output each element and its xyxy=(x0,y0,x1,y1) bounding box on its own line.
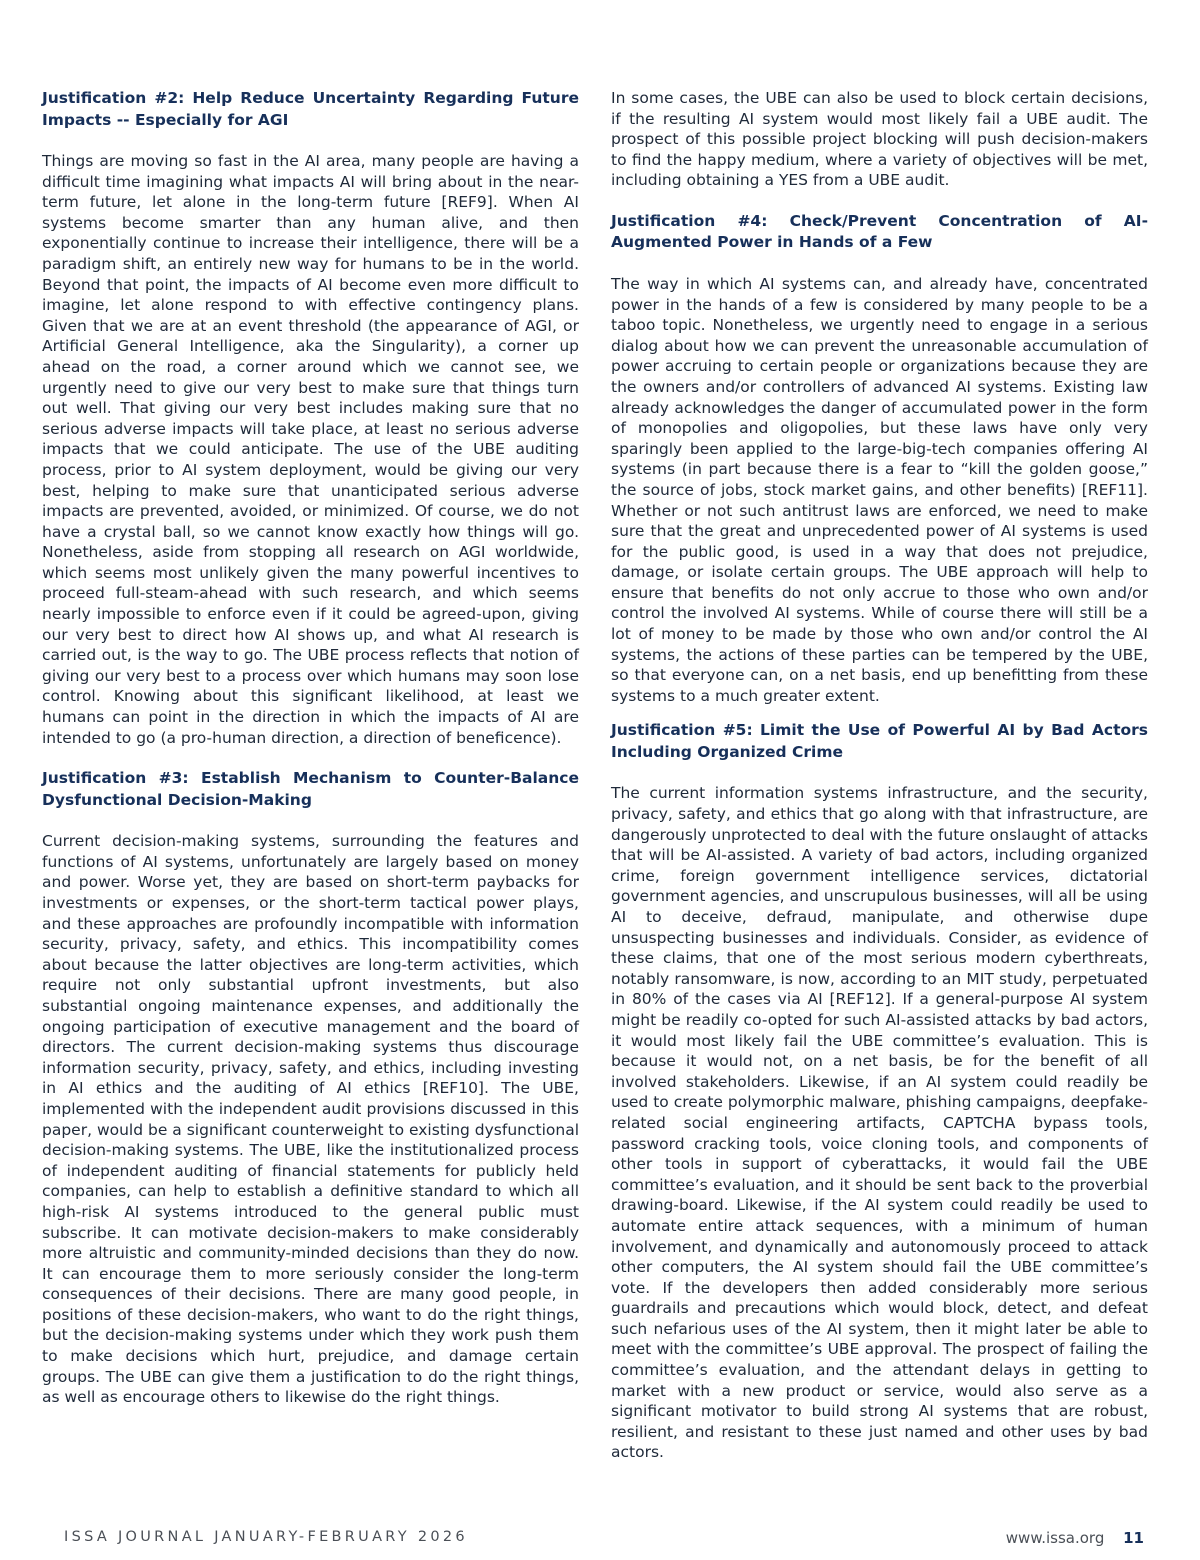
website-link[interactable]: www.issa.org xyxy=(1005,1529,1105,1547)
justification-3-heading: Justification #3: Establish Mechanism to Counter-Balance Dysfunctional Decision-Making xyxy=(42,769,579,809)
justification-2-paragraph: Things are moving so fast in the AI area, many people are having a difficult time imagining what impacts AI will bring about in the near-term future, let alone in the long-term future [REF9]. When AI systems become smarter than any human alive, and then exponentially continue to increase their intelligence, there will be a paradigm shift, an entirely new way for humans to be in the world. Beyond that point, the impacts of AI become even more difficult to imagine, let alone respond to with effective contingency plans. Given that we are at an event threshold (the appearance of AGI, or Artificial General Intelligence, aka the Singularity), a corner up ahead on the road, a corner around which we cannot see, we urgently need to give our very best to make sure that things turn out well. That giving our very best includes making sure that no serious adverse impacts will take place, at least no serious adverse impacts that we could anticipate. The use of the UBE auditing process, prior to AI system deployment, would be giving our very best, helping to make sure that unanticipated serious adverse impacts are prevented, avoided, or minimized. Of course, we do not have a crystal ball, so we cannot know exactly how things will go. Nonetheless, aside from stopping all research on AGI worldwide, which seems most unlikely given the many powerful incentives to proceed full-steam-ahead with such research, and which seems nearly impossible to enforce even if it could be agreed-upon, giving our very best to direct how AI shows up, and what AI research is carried out, is the way to go. The UBE process reflects that notion of giving our very best to a process over which humans may soon lose control. Knowing about this significant likelihood, at least we humans can point in the direction in which the impacts of AI are intended to go (a pro-human direction, a direction of beneficence). xyxy=(42,152,579,747)
justification-4-paragraph: The way in which AI systems can, and already have, concentrated power in the hands of a few is considered by many people to be a taboo topic. Nonetheless, we urgently need to engage in a serious dialog about how we can prevent the unreasonable accumulation of power accruing to certain people or organizations because they are the owners and/or controllers of advanced AI systems. Existing law already acknowledges the danger of accumulated power in the form of monopolies and oligopolies, but these laws have only very sparingly been applied to the large-big-tech companies offering AI systems (in part because there is a fear to “kill the golden goose,” the source of jobs, stock market gains, and other benefits) [REF11]. Whether or not such antitrust laws are enforced, we need to make sure that the great and unprecedented power of AI systems is used for the public good, is used in a way that does not prejudice, damage, or isolate certain groups. The UBE approach will help to ensure that benefits do not only accrue to those who own and/or control the involved AI systems. While of course there will still be a lot of money to be made by those who own and/or control the AI systems, the actions of these parties can be tempered by the UBE, so that everyone can, on a net basis, end up benefitting from these systems to a much greater extent. xyxy=(611,274,1148,705)
right-column xyxy=(611,88,1148,1483)
justification-4-section xyxy=(611,211,1148,706)
page-number: 11 xyxy=(1123,1529,1144,1547)
footer-right xyxy=(1006,1529,1144,1547)
justification-2-section xyxy=(42,88,579,748)
justification-2-heading: Justification #2: Help Reduce Uncertainty Regarding Future Impacts -- Especially for AGI xyxy=(42,89,579,129)
justification-5-heading: Justification #5: Limit the Use of Powerful AI by Bad Actors Including Organized Crime xyxy=(611,721,1148,761)
journal-issue-label: ISSA JOURNAL JANUARY-FEBRUARY 2026 xyxy=(64,1529,468,1545)
justification-5-paragraph: The current information systems infrastructure, and the security, privacy, safety, and ethics that go along with that infrastructure, are dangerously unprotected to deal with the future onslaught of attacks that will be AI-assisted. A variety of bad actors, including organized crime, foreign government intelligence services, dictatorial government agencies, and unscrupulous businesses, will all be using AI to deceive, defraud, manipulate, and otherwise dupe unsuspecting businesses and individuals. Consider, as evidence of these claims, that one of the most serious modern cyberthreats, notably ransomware, is now, according to an MIT study, perpetuated in 80% of the cases via AI [REF12]. If a general-purpose AI system might be readily co-opted for such AI-assisted attacks by bad actors, it would most likely fail the UBE committee’s evaluation. This is because it would not, on a net basis, be for the benefit of all involved stakeholders. Likewise, if an AI system could readily be used to create polymorphic malware, phishing campaigns, deepfake-related social engineering artifacts, CAPTCHA bypass tools, password cracking tools, voice cloning tools, and components of other tools in support of cyberattacks, it would fail the UBE committee’s evaluation, and it should be sent back to the proverbial drawing-board. Likewise, if the AI system could readily be used to automate entire attack sequences, with a minimum of human involvement, and dynamically and autonomously proceed to attack other computers, the AI system should fail the UBE committee’s vote. If the developers then added considerably more serious guardrails and precautions which would block, detect, and defeat such nefarious uses of the AI system, then it might later be able to meet with the committee’s UBE approval. The prospect of failing the committee’s evaluation, and the attendant delays in getting to market with a new product or service, would also serve as a significant motivator to build strong AI systems that are robust, resilient, and resistant to these just named and other uses by bad actors. xyxy=(611,784,1148,1462)
justification-5-section xyxy=(611,720,1148,1463)
left-column xyxy=(42,88,579,1428)
page-footer xyxy=(0,1529,1200,1560)
justification-3-paragraph: Current decision-making systems, surrounding the features and functions of AI systems, unfortunately are largely based on money and power. Worse yet, they are based on short-term paybacks for investments or expenses, or the short-term tactical power plays, and these approaches are profoundly incompatible with information security, privacy, safety, and ethics. This incompatibility comes about because the latter objectives are long-term activities, which require not only substantial upfront investments, but also substantial ongoing maintenance expenses, and additionally the ongoing participation of executive management and the board of directors. The current decision-making systems thus discourage information security, privacy, safety, and ethics, including investing in AI ethics and the auditing of AI ethics [REF10]. The UBE, implemented with the independent audit provisions discussed in this paper, would be a significant counterweight to existing dysfunctional decision-making systems. The UBE, like the institutionalized process of independent auditing of financial statements for publicly held companies, can help to establish a definitive standard to which all high-risk AI systems introduced to the general public must subscribe. It can motivate decision-makers to make considerably more altruistic and community-minded decisions than they do now. It can encourage them to more seriously consider the long-term consequences of their decisions. There are many good people, in positions of these decision-makers, who want to do the right things, but the decision-making systems under which they work push them to make decisions which hurt, prejudice, and damage certain groups. The UBE can give them a justification to do the right things, as well as encourage others to likewise do the right things. xyxy=(42,832,579,1407)
justification-4-heading: Justification #4: Check/Prevent Concentration of AI-Augmented Power in Hands of a Few xyxy=(611,211,1148,252)
continued-paragraph: In some cases, the UBE can also be used to block certain decisions, if the resulting AI system would most likely fail a UBE audit. The prospect of this possible project blocking will push decision-makers to find the happy medium, where a variety of objectives will be met, including obtaining a YES from a UBE audit. xyxy=(611,89,1148,190)
justification-3-section xyxy=(42,768,579,1408)
